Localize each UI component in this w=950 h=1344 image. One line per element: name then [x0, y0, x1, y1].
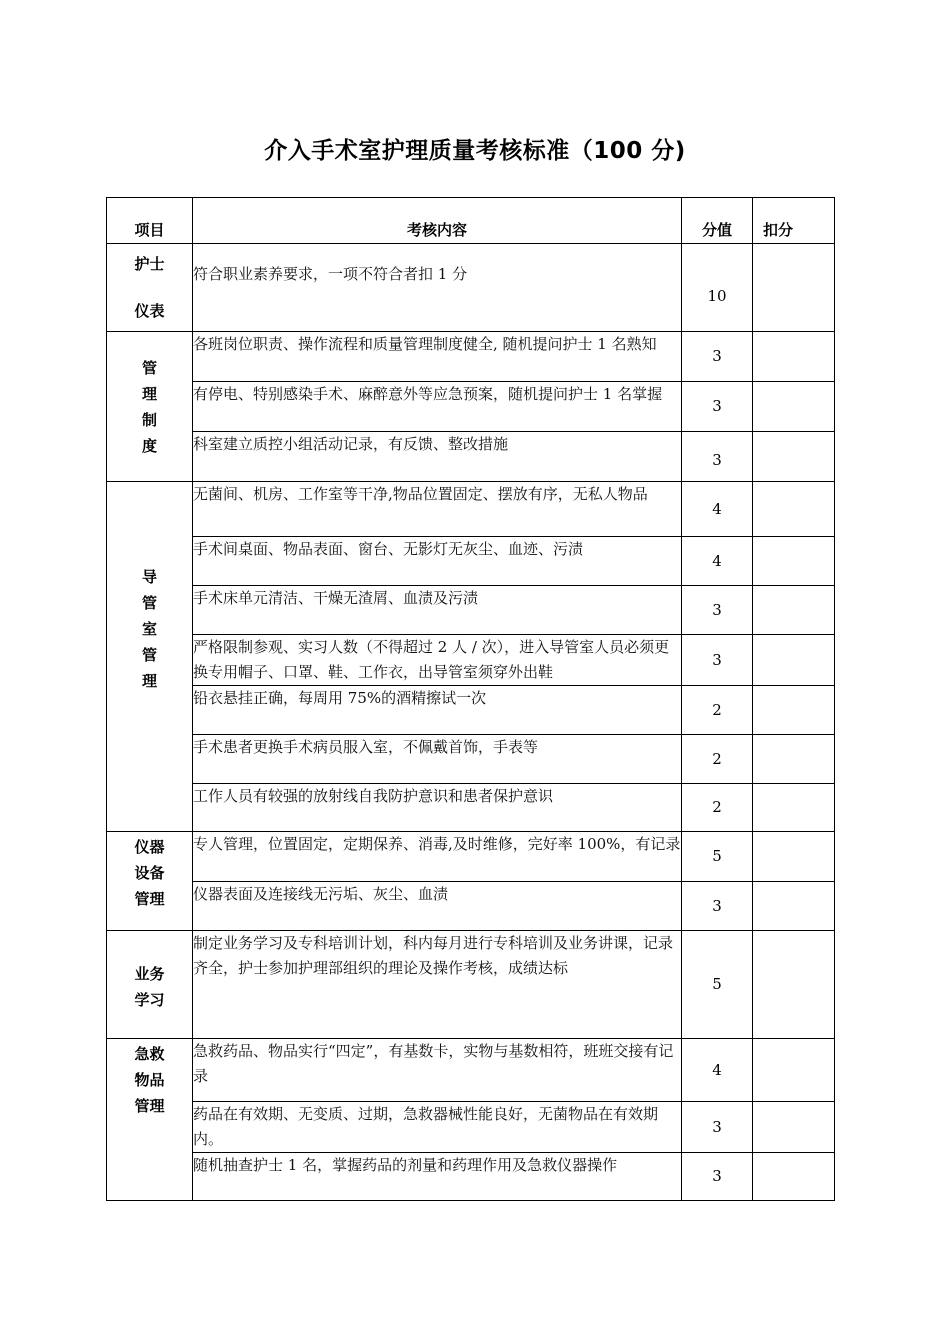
category-cell-management-system — [107, 332, 193, 482]
score-cell: 10 — [682, 244, 753, 332]
content-cell: 工作人员有较强的放射线自我防护意识和患者保护意识 — [193, 784, 682, 832]
deduct-cell[interactable] — [753, 832, 835, 882]
table-row — [107, 586, 835, 635]
table-row — [107, 931, 835, 1039]
score-cell: 3 — [682, 382, 753, 432]
score-cell: 3 — [682, 1102, 753, 1153]
content-cell: 专人管理，位置固定，定期保养、消毒,及时维修，完好率 100%，有记录 — [193, 832, 682, 882]
category-line: 仪表 — [134, 301, 165, 320]
table-row — [107, 784, 835, 832]
score-cell: 3 — [682, 586, 753, 635]
table-header-row — [107, 198, 835, 244]
table-row — [107, 482, 835, 537]
category-line: 仪器 — [134, 838, 165, 856]
category-line: 物品 — [134, 1071, 165, 1089]
table-row — [107, 1039, 835, 1102]
table-row — [107, 382, 835, 432]
table-row — [107, 1102, 835, 1153]
category-line: 理 — [141, 672, 157, 690]
table-row — [107, 735, 835, 784]
content-cell: 科室建立质控小组活动记录，有反馈、整改措施 — [193, 432, 682, 482]
score-cell: 2 — [682, 784, 753, 832]
deduct-cell[interactable] — [753, 1102, 835, 1153]
content-cell: 仪器表面及连接线无污垢、灰尘、血渍 — [193, 882, 682, 931]
deduct-cell[interactable] — [753, 735, 835, 784]
table-row — [107, 244, 835, 332]
content-cell: 药品在有效期、无变质、过期，急救器械性能良好，无菌物品在有效期内。 — [193, 1102, 682, 1153]
category-line: 室 — [141, 620, 157, 638]
deduct-cell[interactable] — [753, 382, 835, 432]
content-cell: 随机抽查护士 1 名，掌握药品的剂量和药理作用及急救仪器操作 — [193, 1153, 682, 1201]
category-line: 管理 — [134, 1097, 165, 1115]
deduct-cell[interactable] — [753, 244, 835, 332]
category-line: 业务 — [134, 965, 165, 983]
header-score: 分值 — [682, 198, 753, 244]
category-line: 导 — [141, 568, 157, 586]
category-line: 度 — [141, 436, 157, 455]
deduct-cell[interactable] — [753, 686, 835, 735]
category-line: 管理 — [134, 890, 165, 908]
content-cell: 急救药品、物品实行“四定”，有基数卡，实物与基数相符，班班交接有记录 — [193, 1039, 682, 1102]
content-cell: 符合职业素养要求，一项不符合者扣 1 分 — [193, 244, 682, 332]
content-cell: 无菌间、机房、工作室等干净,物品位置固定、摆放有序，无私人物品 — [193, 482, 682, 537]
score-cell: 4 — [682, 537, 753, 586]
content-cell: 有停电、特别感染手术、麻醉意外等应急预案，随机提问护士 1 名掌握 — [193, 382, 682, 432]
deduct-cell[interactable] — [753, 1039, 835, 1102]
content-cell: 手术床单元清洁、干燥无渣屑、血渍及污渍 — [193, 586, 682, 635]
table-row — [107, 686, 835, 735]
deduct-cell[interactable] — [753, 586, 835, 635]
table-row — [107, 882, 835, 931]
score-cell: 2 — [682, 686, 753, 735]
content-cell: 各班岗位职责、操作流程和质量管理制度健全, 随机提问护士 1 名熟知 — [193, 332, 682, 382]
score-cell: 3 — [682, 882, 753, 931]
category-line: 设备 — [134, 864, 165, 882]
table-row — [107, 832, 835, 882]
deduct-cell[interactable] — [753, 635, 835, 686]
content-cell: 手术患者更换手术病员服入室，不佩戴首饰，手表等 — [193, 735, 682, 784]
score-cell: 3 — [682, 635, 753, 686]
content-cell: 制定业务学习及专科培训计划，科内每月进行专科培训及业务讲课，记录齐全，护士参加护理部组织的理论及操作考核，成绩达标 — [193, 931, 682, 1039]
deduct-cell[interactable] — [753, 784, 835, 832]
deduct-cell[interactable] — [753, 931, 835, 1039]
deduct-cell[interactable] — [753, 1153, 835, 1201]
header-content: 考核内容 — [193, 198, 682, 244]
table-row — [107, 1153, 835, 1201]
table-row — [107, 432, 835, 482]
deduct-cell[interactable] — [753, 432, 835, 482]
category-line: 急救 — [134, 1045, 165, 1063]
category-line: 管 — [141, 646, 157, 664]
score-cell: 4 — [682, 1039, 753, 1102]
table-row — [107, 635, 835, 686]
header-deduct: 扣分 — [753, 198, 835, 244]
score-cell: 5 — [682, 931, 753, 1039]
header-item: 项目 — [107, 198, 193, 244]
category-cell-cath-lab-management — [107, 482, 193, 832]
category-cell-nurse-appearance — [107, 244, 193, 332]
score-cell: 4 — [682, 482, 753, 537]
category-line: 护士 — [134, 254, 165, 273]
category-line: 管 — [141, 358, 157, 377]
score-cell: 3 — [682, 432, 753, 482]
category-line: 学习 — [134, 991, 165, 1009]
document-title: 介入手术室护理质量考核标准（100 分) — [264, 138, 686, 164]
deduct-cell[interactable] — [753, 482, 835, 537]
category-cell-professional-study — [107, 931, 193, 1039]
deduct-cell[interactable] — [753, 882, 835, 931]
assessment-table — [106, 197, 835, 1201]
category-line: 制 — [141, 410, 157, 429]
score-cell: 5 — [682, 832, 753, 882]
table-row — [107, 537, 835, 586]
deduct-cell[interactable] — [753, 332, 835, 382]
category-cell-equipment-management — [107, 832, 193, 931]
table-row — [107, 332, 835, 382]
category-line: 管 — [141, 594, 157, 612]
score-cell: 2 — [682, 735, 753, 784]
content-cell: 铅衣悬挂正确，每周用 75%的酒精擦试一次 — [193, 686, 682, 735]
content-cell: 严格限制参观、实习人数（不得超过 2 人 / 次），进入导管室人员必须更换专用帽子、口罩、鞋、工作衣，出导管室须穿外出鞋 — [193, 635, 682, 686]
score-cell: 3 — [682, 332, 753, 382]
score-cell: 3 — [682, 1153, 753, 1201]
category-line: 理 — [141, 384, 157, 403]
category-cell-emergency-supplies-management — [107, 1039, 193, 1201]
content-cell: 手术间桌面、物品表面、窗台、无影灯无灰尘、血迹、污渍 — [193, 537, 682, 586]
deduct-cell[interactable] — [753, 537, 835, 586]
